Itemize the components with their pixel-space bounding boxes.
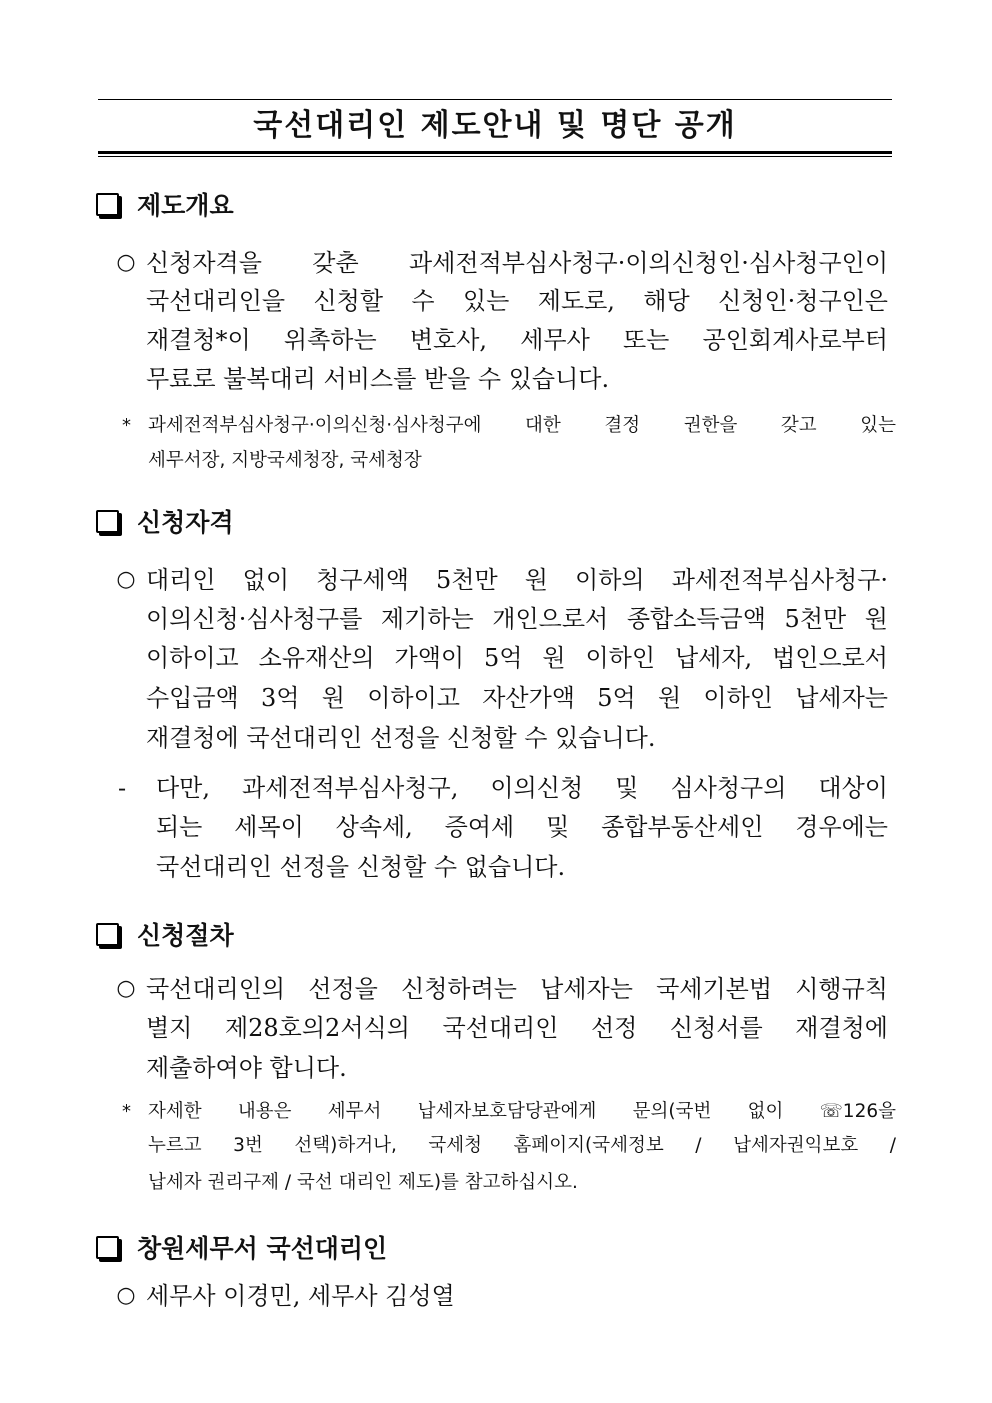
section-heading-procedure — [96, 916, 234, 952]
paragraph-line: 재결청에 국선대리인 선정을 신청할 수 있습니다. — [146, 724, 656, 752]
paragraph-line: 제출하여야 합니다. — [146, 1054, 347, 1082]
paragraph-line: 국선대리인 선정을 신청할 수 없습니다. — [156, 853, 566, 881]
section-heading-label: 창원세무서 국선대리인 — [137, 1234, 388, 1263]
checkbox-square-icon — [96, 510, 119, 533]
footnote-line: 누르고 3번 선택)하거나, 국세청 홈페이지(국세정보 / 납세자권익보호 / — [148, 1135, 896, 1156]
title-bottom-rule-thick — [98, 151, 892, 154]
section-heading-label: 신청절차 — [137, 921, 234, 950]
paragraph-line: 국선대리인을 신청할 수 있는 제도로, 해당 신청인·청구인은 — [146, 287, 888, 315]
section-heading-overview — [96, 186, 234, 222]
note-asterisk-icon: * — [122, 1101, 131, 1122]
paragraph-line: 재결청*이 위촉하는 변호사, 세무사 또는 공인회계사로부터 — [146, 326, 888, 354]
paragraph-line: 수입금액 3억 원 이하이고 자산가액 5억 원 이하인 납세자는 — [146, 684, 888, 712]
representative-names: 세무사 이경민, 세무사 김성열 — [146, 1282, 455, 1310]
paragraph-line: 이하이고 소유재산의 가액이 5억 원 이하인 납세자, 법인으로서 — [146, 644, 888, 672]
title-top-rule — [98, 99, 892, 100]
checkbox-square-icon — [96, 923, 119, 946]
footnote-line: 자세한 내용은 세무서 납세자보호담당관에게 문의(국번 없이 ☏126을 — [148, 1101, 896, 1122]
footnote-line: 과세전적부심사청구·이의신청·심사청구에 대한 결정 권한을 갖고 있는 — [148, 415, 896, 436]
checkbox-square-icon — [96, 1236, 119, 1259]
checkbox-square-icon — [96, 193, 119, 216]
paragraph-line: 국선대리인의 선정을 신청하려는 납세자는 국세기본법 시행규칙 — [146, 975, 888, 1003]
title-bottom-rule-thin — [98, 156, 892, 157]
paragraph-line: 별지 제28호의2서식의 국선대리인 선정 신청서를 재결청에 — [146, 1014, 888, 1042]
dash-marker: - — [118, 774, 127, 802]
note-asterisk-icon: * — [122, 415, 131, 436]
footnote-line: 납세자 권리구제 / 국선 대리인 제도)를 참고하십시오. — [148, 1172, 578, 1193]
section-heading-label: 제도개요 — [137, 191, 234, 220]
bullet-circle-icon: ○ — [116, 976, 136, 1001]
paragraph-line: 무료로 불복대리 서비스를 받을 수 있습니다. — [146, 365, 610, 393]
paragraph-line: 다만, 과세전적부심사청구, 이의신청 및 심사청구의 대상이 — [156, 774, 888, 802]
bullet-circle-icon: ○ — [116, 1283, 136, 1308]
section-heading-changwon — [96, 1229, 387, 1265]
paragraph-line: 대리인 없이 청구세액 5천만 원 이하의 과세전적부심사청구· — [146, 566, 888, 594]
paragraph-line: 되는 세목이 상속세, 증여세 및 종합부동산세인 경우에는 — [156, 813, 888, 841]
page-title: 국선대리인 제도안내 및 명단 공개 — [253, 108, 737, 143]
footnote-line: 세무서장, 지방국세청장, 국세청장 — [148, 450, 422, 471]
paragraph-line: 신청자격을 갖춘 과세전적부심사청구·이의신청인·심사청구인이 — [146, 249, 888, 277]
paragraph-line: 이의신청·심사청구를 제기하는 개인으로서 종합소득금액 5천만 원 — [146, 605, 888, 633]
section-heading-eligibility — [96, 503, 234, 539]
bullet-circle-icon: ○ — [116, 250, 136, 275]
bullet-circle-icon: ○ — [116, 567, 136, 592]
section-heading-label: 신청자격 — [137, 508, 234, 537]
